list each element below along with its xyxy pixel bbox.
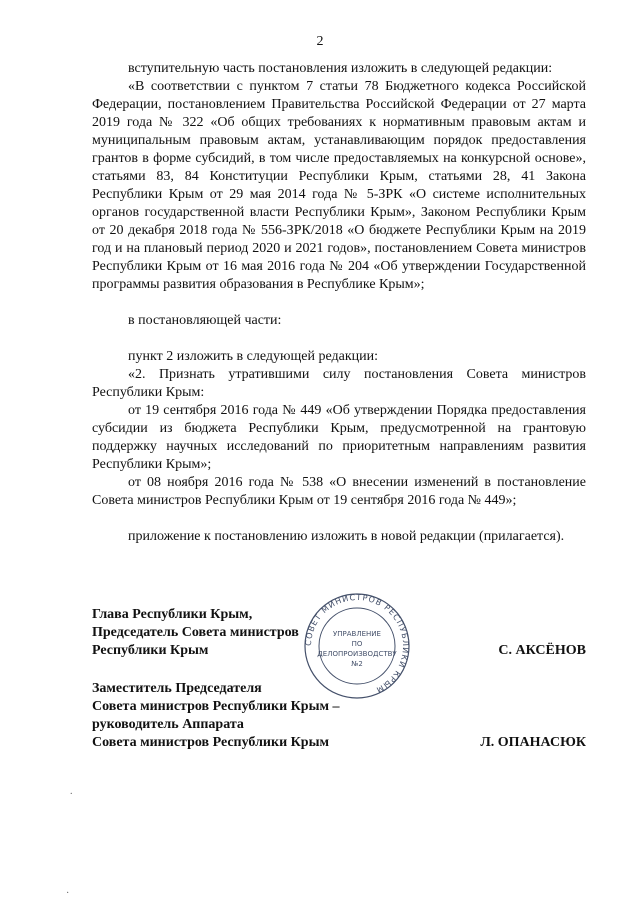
paragraph: «2. Признать утратившими силу постановления Совета министров Республики Крым: [92,367,586,400]
signatory-title-line: Совета министров Республики Крым [92,735,330,750]
official-stamp [298,592,416,700]
stamp-center-line: УПРАВЛЕНИЕ [333,630,381,638]
signatory-title-line: Заместитель Председателя [92,681,262,696]
paragraph: от 08 ноября 2016 года № 538 «О внесении изменений в постановление Совета министров Республики Крым от 19 сентября 2016 года № 449»; [92,475,586,508]
stamp-center-line: №2 [351,660,363,668]
scan-speck: · [66,888,70,899]
scan-speck: . [70,786,73,797]
signatory-title-line: Глава Республики Крым, [92,607,253,622]
paragraph: приложение к постановлению изложить в новой редакции (прилагается). [128,529,565,544]
signatory-title-line: руководитель Аппарата [92,717,244,732]
signatory-title-line: Председатель Совета министров [92,625,299,640]
signatory-title-line: Республики Крым [92,643,209,658]
paragraph: вступительную часть постановления изложить в следующей редакции: [128,61,553,76]
signatory-title-line: Совета министров Республики Крым – [92,699,340,714]
page-number: 2 [316,34,324,49]
paragraph: пункт 2 изложить в следующей редакции: [128,349,378,364]
paragraph: «В соответствии с пунктом 7 статьи 78 Бюджетного кодекса Российской Федерации, постановлением Правительства Российской Федерации от 27 марта 2019 года № 322 «Об общих требованиях к нормативным правовым актам и муниципальным правовым актам, устанавливающим порядок предоставления грантов в форме субсидий, в том числе предоставляемых на конкурсной основе», статьями 83, 84 Конституции Республики Крым, статьями 28, 41 Закона Республики Крым от 29 мая 2014 года № 5-ЗРК «О системе исполнительных органов государственной власти Республики Крым», Законом Республики Крым от 20 декабря 2018 года № 556-ЗРК/2018 «О бюджете Республики Крым на 2019 год и на плановый период 2020 и 2021 годов», постановлением Совета министров Республики Крым от 16 мая 2016 года № 204 «Об утверждении Государственной программы развития образования в Республике Крым»; [92,79,586,292]
signatory-name: Л. ОПАНАСЮК [480,735,586,750]
stamp-center-line: ДЕЛОПРОИЗВОДСТВУ [317,650,397,658]
paragraph: в постановляющей части: [128,313,282,328]
paragraph: от 19 сентября 2016 года № 449 «Об утверждении Порядка предоставления субсидии из бюджета Республики Крым, предусмотренной на грантовую поддержку научных исследований по приоритетным направлениям развития Республики Крым»; [92,403,586,472]
stamp-center-line: ПО [351,640,363,648]
stamp-ring-text: СОВЕТ МИНИСТРОВ РЕСПУБЛИКИ КРЫМ [303,592,411,695]
document-body [92,60,586,546]
signatory-name: С. АКСЁНОВ [498,643,586,658]
